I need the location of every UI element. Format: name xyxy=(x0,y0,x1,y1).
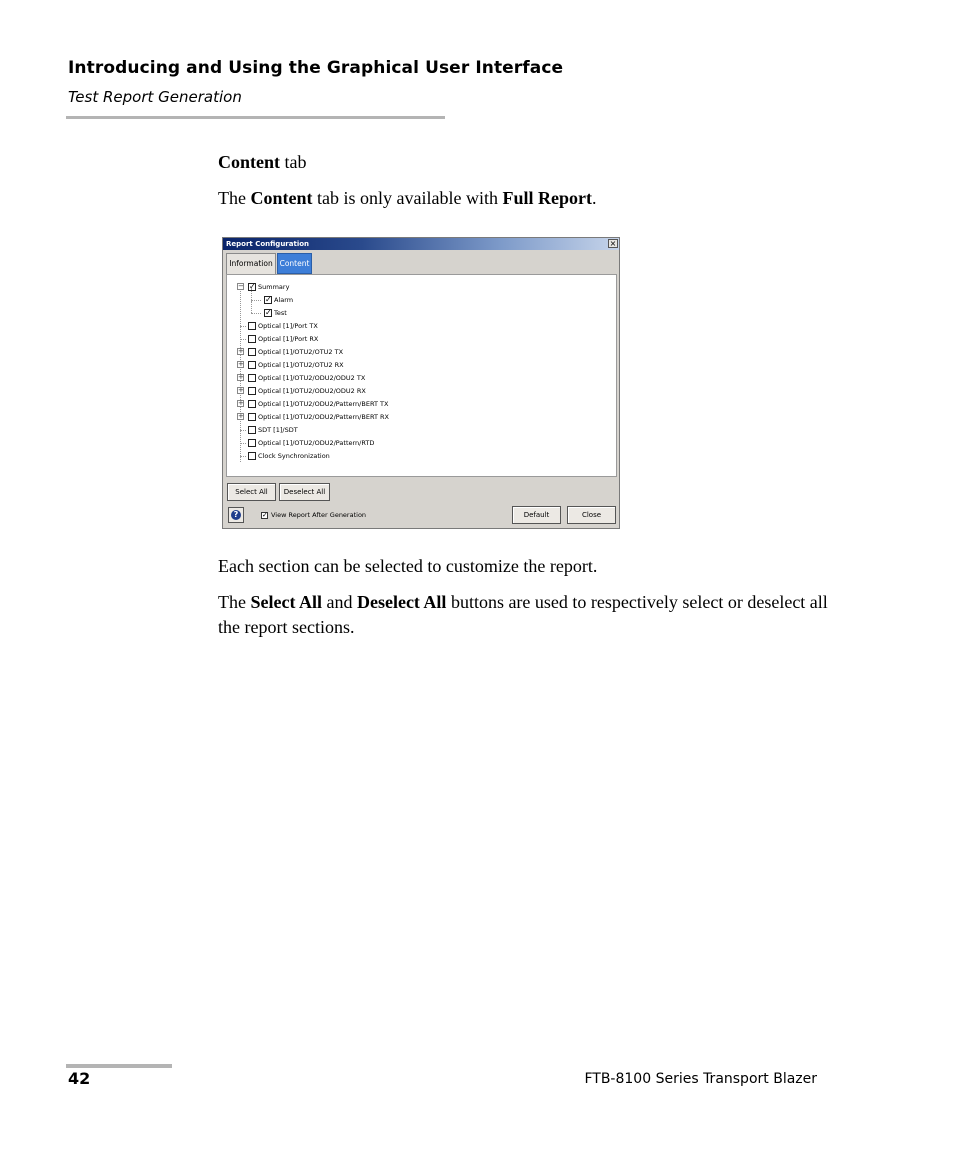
tree-item-checkbox[interactable] xyxy=(248,335,256,343)
tree-item[interactable] xyxy=(227,320,607,332)
running-header-subtitle: Test Report Generation xyxy=(68,88,242,106)
tree-item-checkbox[interactable] xyxy=(248,322,256,330)
tree-item-label: Optical [1]/OTU2/OTU2 TX xyxy=(258,348,344,356)
tree-item[interactable] xyxy=(227,385,607,397)
tree-branch-line xyxy=(240,339,246,340)
expand-icon[interactable]: + xyxy=(238,386,244,394)
tree-item[interactable] xyxy=(227,450,607,462)
deselect-all-button[interactable]: Deselect All xyxy=(279,483,330,501)
section-title xyxy=(218,152,307,173)
tree-item[interactable] xyxy=(227,424,607,436)
tree-item[interactable] xyxy=(227,372,607,384)
tree-item-checkbox[interactable] xyxy=(248,387,256,395)
tree-branch-line xyxy=(251,288,252,300)
tree-item[interactable] xyxy=(227,346,607,358)
tree-item[interactable] xyxy=(227,359,607,371)
tree-item-label: Clock Synchronization xyxy=(258,452,330,460)
tree-item-label: Optical [1]/OTU2/ODU2/Pattern/BERT TX xyxy=(258,400,389,408)
tree-item-checkbox[interactable]: ✓ xyxy=(265,308,272,317)
close-icon[interactable]: × xyxy=(609,239,617,248)
tree-branch-line xyxy=(240,456,246,457)
tab-information[interactable]: Information xyxy=(226,253,276,274)
tree-branch-line xyxy=(240,326,246,327)
default-button[interactable]: Default xyxy=(512,506,561,524)
header-divider xyxy=(66,116,445,119)
tree-item-checkbox[interactable] xyxy=(248,361,256,369)
footer-divider xyxy=(66,1064,172,1068)
expand-icon[interactable]: + xyxy=(238,360,244,368)
close-button[interactable]: Close xyxy=(567,506,616,524)
tree-item-label: Optical [1]/OTU2/OTU2 RX xyxy=(258,361,344,369)
dialog-title: Report Configuration xyxy=(226,240,310,248)
tree-item-label: Alarm xyxy=(274,296,294,304)
select-all-button[interactable]: Select All xyxy=(227,483,276,501)
intro-text-3: . xyxy=(591,188,597,208)
tree-item[interactable] xyxy=(227,294,607,306)
tree-item-checkbox[interactable] xyxy=(248,413,256,421)
tree-item-label: SDT [1]/SDT xyxy=(258,426,298,434)
collapse-icon[interactable]: − xyxy=(238,282,244,290)
tree-item-label: Optical [1]/OTU2/ODU2/ODU2 TX xyxy=(258,374,366,382)
expand-icon[interactable]: + xyxy=(238,373,244,381)
tree-item-label: Optical [1]/OTU2/ODU2/Pattern/RTD xyxy=(258,439,375,447)
buttons-bold-select-all: Select All xyxy=(250,592,322,612)
tree-item[interactable] xyxy=(227,333,607,345)
tree-branch-line xyxy=(251,301,252,313)
section-title-rest: tab xyxy=(280,152,307,172)
tree-item[interactable] xyxy=(227,411,607,423)
buttons-text-1: The xyxy=(218,592,251,612)
help-button[interactable] xyxy=(228,507,244,523)
dialog-titlebar xyxy=(223,238,619,250)
buttons-paragraph xyxy=(218,590,828,640)
section-tree xyxy=(226,274,617,477)
tree-item-checkbox[interactable] xyxy=(248,374,256,382)
tree-item[interactable] xyxy=(227,281,607,293)
intro-paragraph xyxy=(218,186,828,211)
page-number: 42 xyxy=(68,1069,91,1088)
running-header-title: Introducing and Using the Graphical User Interface xyxy=(68,58,564,78)
tree-item[interactable] xyxy=(227,398,607,410)
each-section-paragraph: Each section can be selected to customize the report. xyxy=(218,556,598,576)
report-configuration-dialog xyxy=(222,237,620,529)
tree-branch-line xyxy=(240,443,246,444)
tree-item[interactable] xyxy=(227,437,607,449)
tree-item-label: Optical [1]/Port RX xyxy=(258,335,319,343)
intro-text-1: The xyxy=(218,188,251,208)
expand-icon[interactable]: + xyxy=(238,347,244,355)
tree-branch-line xyxy=(251,313,261,314)
tab-content[interactable]: Content xyxy=(277,253,312,274)
tree-item-label: Optical [1]/OTU2/ODU2/Pattern/BERT RX xyxy=(258,413,389,421)
tree-item-checkbox[interactable] xyxy=(248,439,256,447)
intro-bold-full-report: Full Report xyxy=(502,188,592,208)
tree-item-checkbox[interactable] xyxy=(248,426,256,434)
tree-item-label: Summary xyxy=(258,283,290,291)
tree-item-label: Optical [1]/Port TX xyxy=(258,322,318,330)
buttons-text-2: and xyxy=(321,592,357,612)
tree-item-label: Optical [1]/OTU2/ODU2/ODU2 RX xyxy=(258,387,366,395)
intro-bold-content: Content xyxy=(250,188,313,208)
expand-icon[interactable]: + xyxy=(238,399,244,407)
intro-text-2: tab is only available with xyxy=(312,188,503,208)
view-report-label: View Report After Generation xyxy=(271,511,367,519)
document-name: FTB-8100 Series Transport Blazer xyxy=(584,1071,817,1087)
tree-item-checkbox[interactable] xyxy=(248,348,256,356)
tree-item-checkbox[interactable] xyxy=(248,400,256,408)
tree-branch-line xyxy=(240,430,246,431)
tree-item-checkbox[interactable]: ✓ xyxy=(249,282,256,291)
tree-item[interactable] xyxy=(227,307,607,319)
tree-item-checkbox[interactable] xyxy=(248,452,256,460)
tree-item-checkbox[interactable]: ✓ xyxy=(265,295,272,304)
help-icon: ? xyxy=(231,510,241,520)
tree-item-label: Test xyxy=(274,309,287,317)
buttons-bold-deselect-all: Deselect All xyxy=(356,592,447,612)
tree-branch-line xyxy=(251,300,261,301)
buttons-text-3: buttons are used to respectively select or deselect all the report sections. xyxy=(218,592,828,637)
section-title-bold: Content xyxy=(218,152,280,172)
expand-icon[interactable]: + xyxy=(238,412,244,420)
view-report-checkbox[interactable]: ✓ xyxy=(262,511,268,519)
